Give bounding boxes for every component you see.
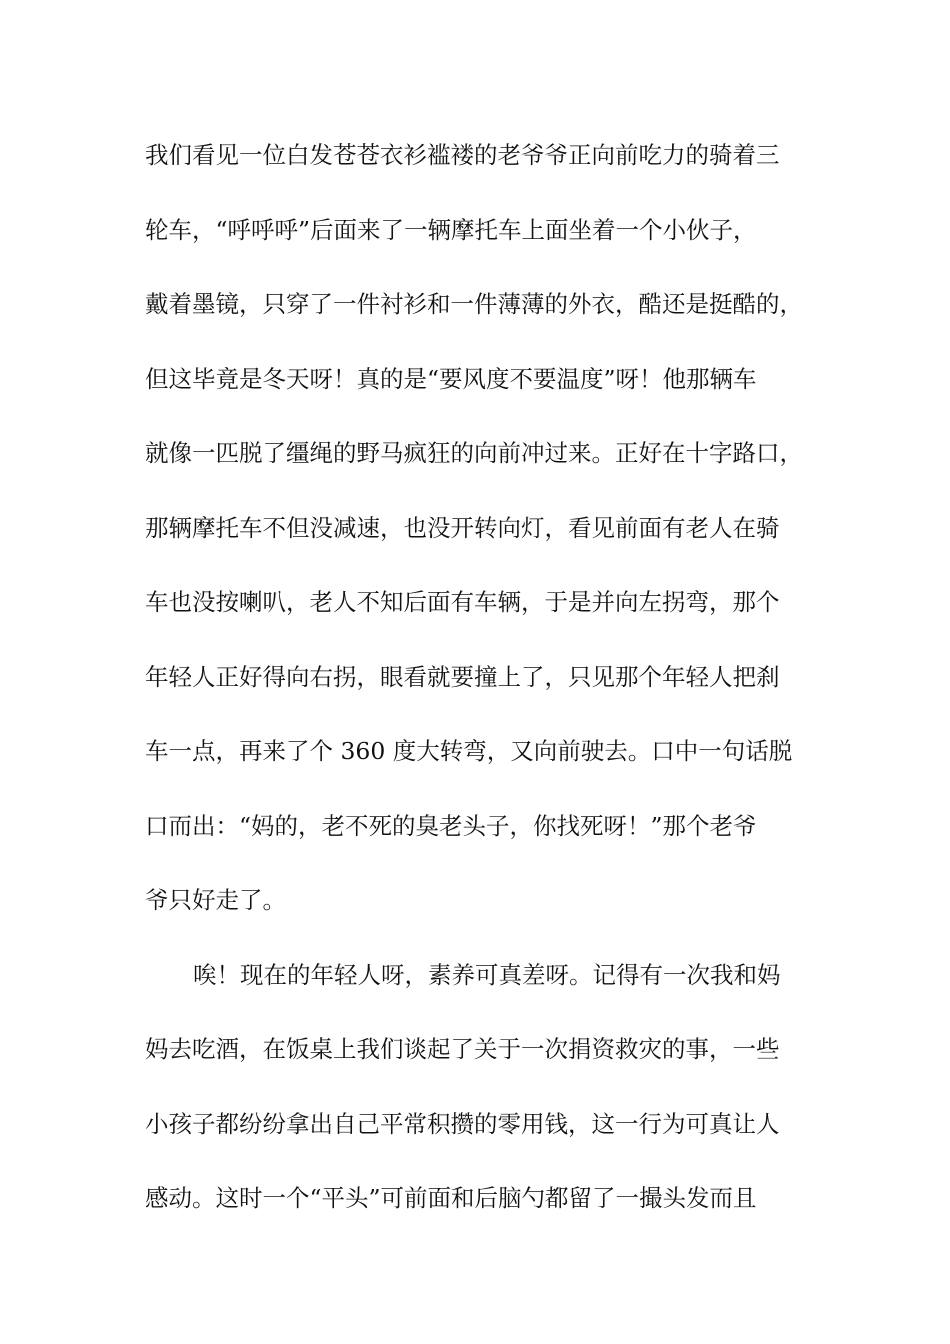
text-line: 口而出：“妈的，老不死的臭老头子，你找死呀！”那个老爷 [145,812,757,840]
text-line: 轮车，“呼呼呼”后面来了一辆摩托车上面坐着一个小伙子， [145,216,757,244]
text-line: 小孩子都纷纷拿出自己平常积攒的零用钱，这一行为可真让人 [145,1110,780,1138]
text-line: 我们看见一位白发苍苍衣衫褴褛的老爷爷正向前吃力的骑着三 [145,141,780,169]
text-line: 车一点，再来了个 360 度大转弯，又向前驶去。口中一句话脱 [145,737,793,765]
text-line: 但这毕竟是冬天呀！真的是“要风度不要温度”呀！他那辆车 [145,365,757,393]
text-line: 车也没按喇叭，老人不知后面有车辆，于是并向左拐弯，那个 [145,588,780,616]
text-line: 感动。这时一个“平头”可前面和后脑勺都留了一撮头发而且 [145,1184,757,1212]
text-line: 年轻人正好得向右拐，眼看就要撞上了，只见那个年轻人把刹 [145,663,780,691]
paragraph-first-line: 唉！现在的年轻人呀，素养可真差呀。记得有一次我和妈 [193,961,781,989]
text-line: 就像一匹脱了缰绳的野马疯狂的向前冲过来。正好在十字路口， [145,439,803,467]
text-line: 妈去吃酒，在饭桌上我们谈起了关于一次捐资救灾的事，一些 [145,1035,780,1063]
text-line: 那辆摩托车不但没减速，也没开转向灯，看见前面有老人在骑 [145,514,780,542]
text-line: 戴着墨镜，只穿了一件衬衫和一件薄薄的外衣，酷还是挺酷的， [145,290,803,318]
text-line: 爷只好走了。 [145,886,286,914]
